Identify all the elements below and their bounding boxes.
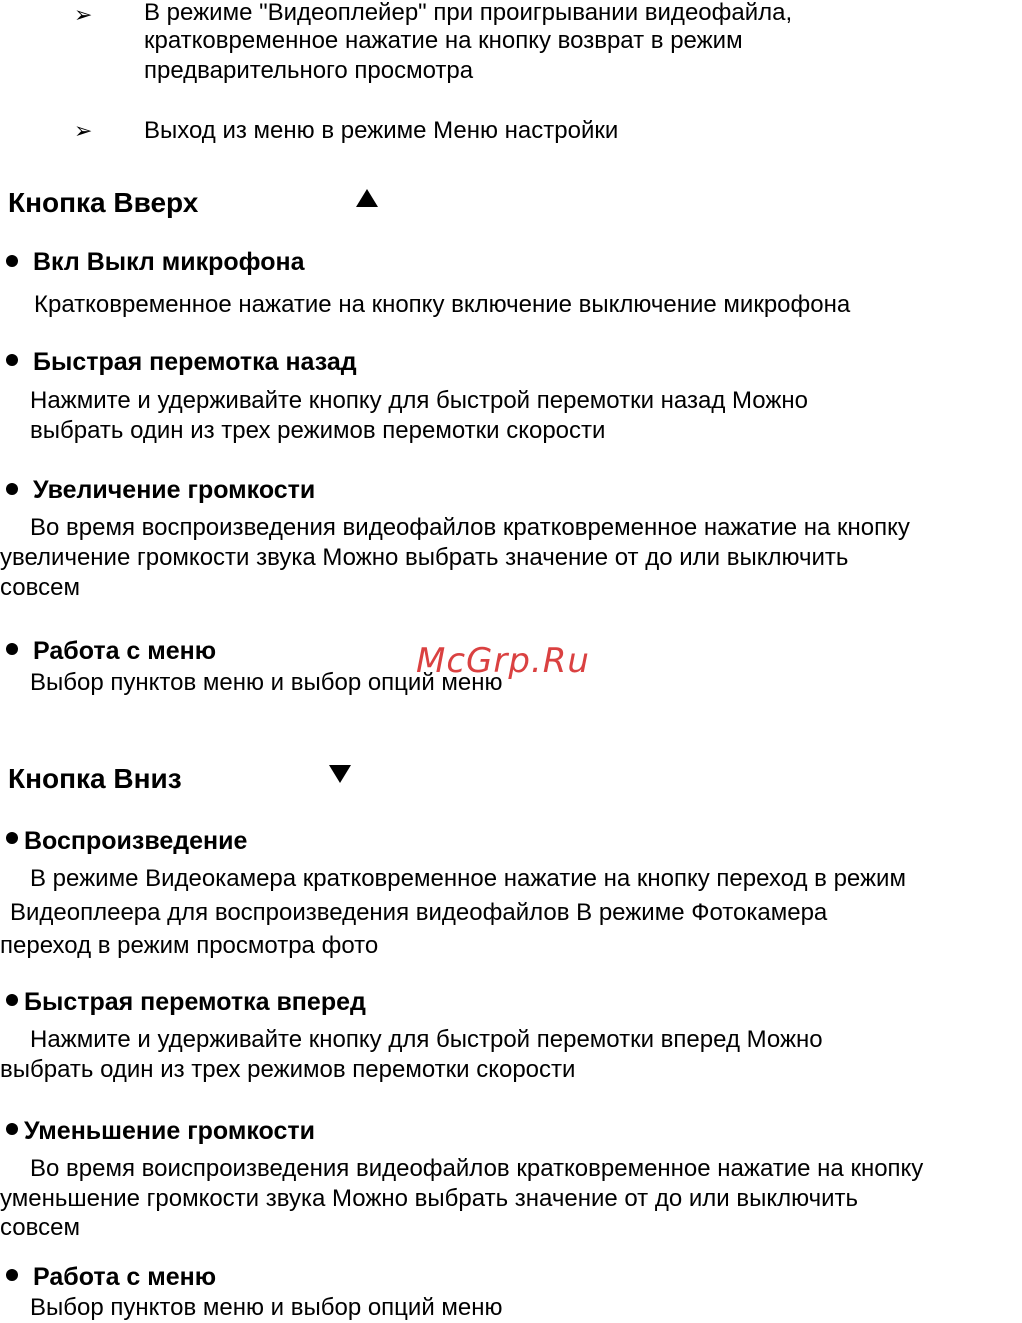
triangle-up-icon (356, 189, 378, 207)
down-item1-heading: Воспроизведение (24, 827, 248, 855)
down-item2-heading: Быстрая перемотка вперед (24, 988, 366, 1016)
watermark-logo: McGrp.Ru (416, 641, 590, 681)
up-item3-heading: Увеличение громкости (33, 476, 316, 504)
down-item1-line1: В режиме Видеокамера кратковременное нажатие на кнопку переход в режим (30, 865, 906, 892)
down-item2-line1: Нажмите и удерживайте кнопку для быстрой перемотки вперед Можно (30, 1026, 823, 1053)
bullet-dot-icon (6, 994, 18, 1006)
bullet-dot-icon (6, 255, 18, 267)
bullet-dot-icon (6, 1123, 18, 1135)
bullet-dot-icon (6, 483, 18, 495)
intro-item1-line1: В режиме "Видеоплейер" при проигрывании видеофайла, (144, 0, 793, 26)
up-item3-line2: увеличение громкости звука Можно выбрать значение от до или выключить (0, 544, 849, 571)
arrow-bullet-icon: ➢ (74, 2, 93, 27)
arrow-bullet-icon: ➢ (74, 118, 93, 143)
intro-item1-line2: кратковременное нажатие на кнопку возврат в режим (144, 27, 743, 54)
intro-item2-line1: Выход из меню в режиме Меню настройки (144, 117, 619, 144)
up-item4-heading: Работа с меню (33, 637, 217, 665)
up-item3-line1: Во время воспроизведения видеофайлов кратковременное нажатие на кнопку (30, 514, 910, 541)
up-item1-heading: Вкл Выкл микрофона (33, 248, 305, 276)
down-item2-line2: выбрать один из трех режимов перемотки скорости (0, 1056, 576, 1083)
section-down-title: Кнопка Вниз (8, 763, 182, 794)
down-item1-line3: переход в режим просмотра фото (0, 932, 379, 959)
section-up-title: Кнопка Вверх (8, 187, 199, 218)
up-item1-line1: Кратковременное нажатие на кнопку включение выключение микрофона (34, 291, 851, 318)
down-item3-line3: совсем (0, 1214, 80, 1241)
up-item3-line3: совсем (0, 574, 80, 601)
up-item4-line1: Выбор пунктов меню и выбор опций меню (30, 669, 503, 696)
intro-item1-line3: предварительного просмотра (144, 57, 474, 84)
triangle-down-icon (329, 765, 351, 783)
bullet-dot-icon (6, 354, 18, 366)
down-item3-heading: Уменьшение громкости (24, 1117, 315, 1145)
bullet-dot-icon (6, 1269, 18, 1281)
bullet-dot-icon (6, 643, 18, 655)
down-item3-line2: уменьшение громкости звука Можно выбрать значение от до или выключить (0, 1185, 858, 1212)
up-item2-heading: Быстрая перемотка назад (33, 348, 357, 376)
down-item1-line2: Видеоплеера для воспроизведения видеофайлов В режиме Фотокамера (10, 899, 828, 926)
bullet-dot-icon (6, 832, 18, 844)
down-item4-heading: Работа с меню (33, 1263, 217, 1291)
up-item2-line2: выбрать один из трех режимов перемотки скорости (30, 417, 606, 444)
down-item4-line1: Выбор пунктов меню и выбор опций меню (30, 1294, 503, 1321)
up-item2-line1: Нажмите и удерживайте кнопку для быстрой перемотки назад Можно (30, 387, 809, 414)
down-item3-line1: Во время воиспроизведения видеофайлов кратковременное нажатие на кнопку (30, 1155, 924, 1182)
